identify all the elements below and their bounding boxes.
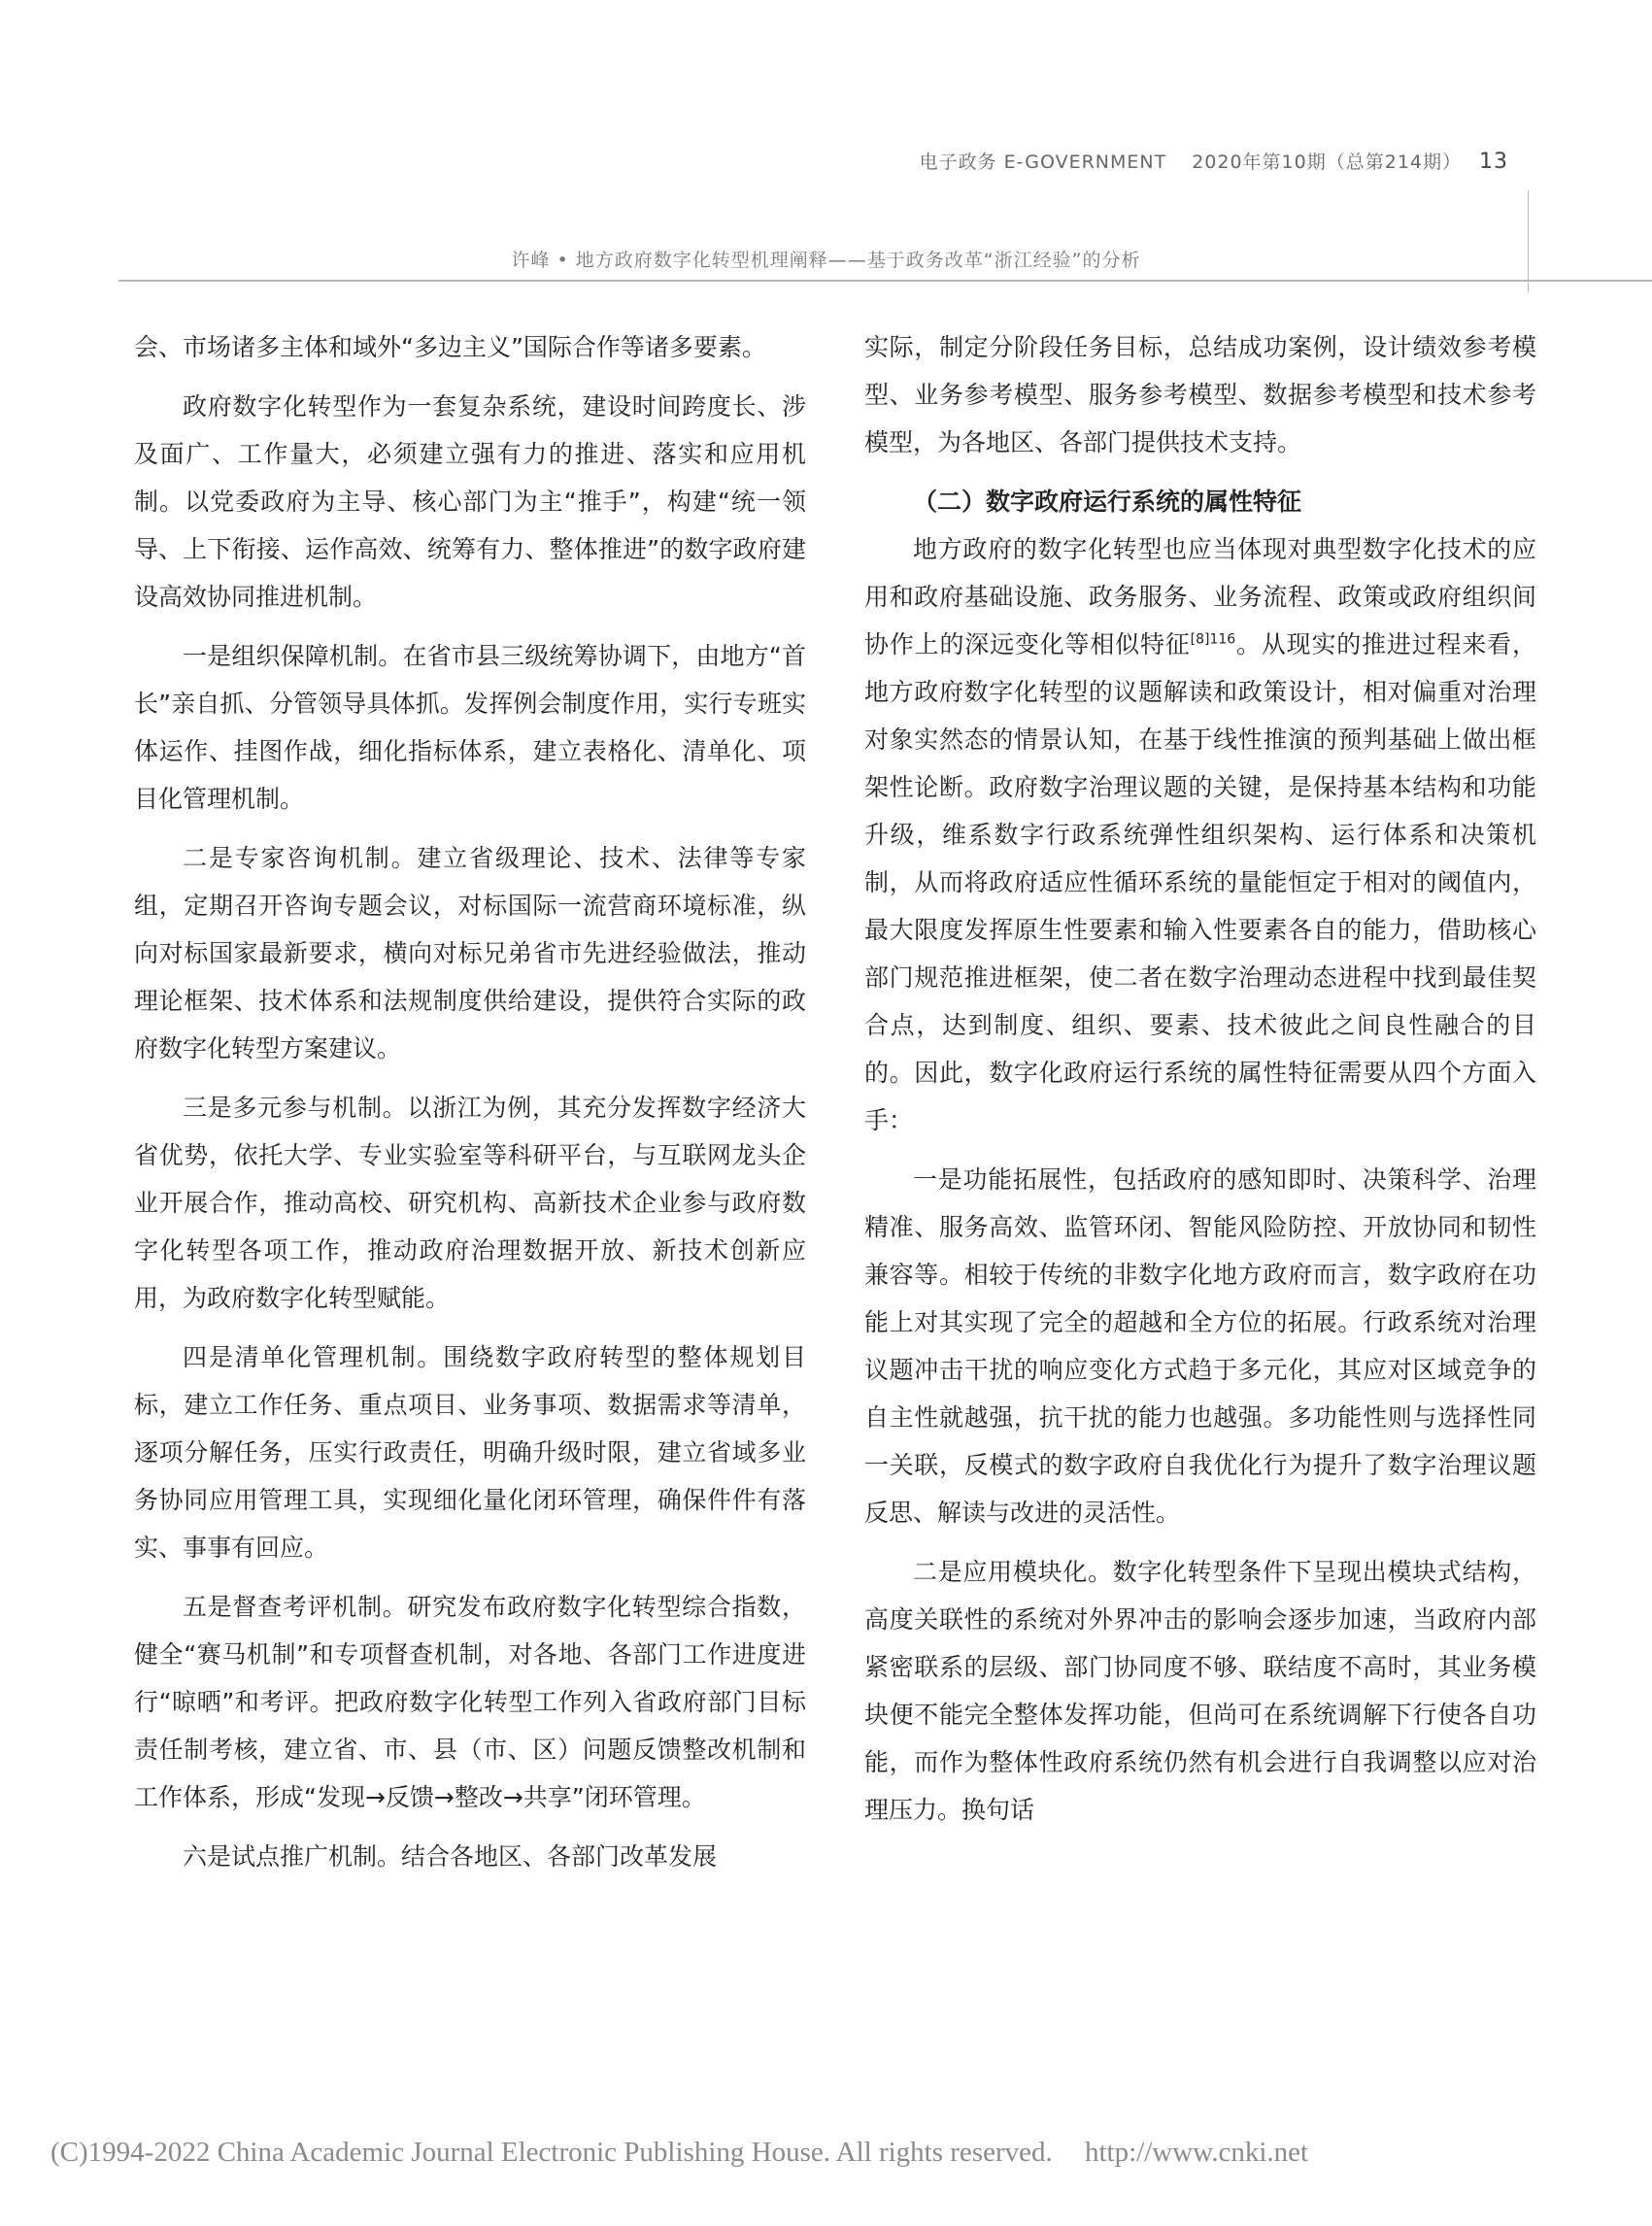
paragraph: 实际，制定分阶段任务目标，总结成功案例，设计绩效参考模型、业务参考模型、服务参考模型、数据参考模型和技术参考模型，为各地区、各部门提供技术支持。	[864, 333, 1536, 456]
paragraph	[864, 525, 1536, 1144]
paragraph: 六是试点推广机制。结合各地区、各部门改革发展	[183, 1842, 718, 1871]
footer-url: http://www.cnki.net	[1084, 2137, 1309, 2168]
copyright-text: (C)1994-2022 China Academic Journal Electronic Publishing House. All rights reserved.	[51, 2137, 1053, 2168]
citation-marker: [8]116	[1190, 631, 1236, 648]
header-rule	[118, 280, 1652, 282]
paragraph: 四是清单化管理机制。围绕数字政府转型的整体规划目标，建立工作任务、重点项目、业务事项、数据需求等清单，逐项分解任务，压实行政责任，明确升级时限，建立省域多业务协同应用管理工具，实现细化量化闭环管理，确保件件有落实、事事有回应。	[134, 1343, 806, 1562]
copyright-footer	[51, 2137, 1624, 2169]
journal-name: 电子政务 E-GOVERNMENT	[919, 152, 1167, 173]
right-column	[864, 323, 1536, 1845]
paragraph: 会、市场诸多主体和域外“多边主义”国际合作等诸多要素。	[134, 333, 766, 361]
header-vertical-rule	[1528, 190, 1529, 293]
paragraph: 二是专家咨询机制。建立省级理论、技术、法律等专家组，定期召开咨询专题会议，对标国际一流营商环境标准，纵向对标国家最新要求，横向对标兄弟省市先进经验做法，推动理论框架、技术体系和法规制度供给建设，提供符合实际的政府数字化转型方案建议。	[134, 844, 806, 1062]
paragraph: 政府数字化转型作为一套复杂系统，建设时间跨度长、涉及面广、工作量大，必须建立强有力的推进、落实和应用机制。以党委政府为主导、核心部门为主“推手”，构建“统一领导、上下衔接、运作高效、统筹有力、整体推进”的数字政府建设高效协同推进机制。	[134, 392, 806, 611]
left-column	[134, 323, 806, 1892]
paragraph: 一是组织保障机制。在省市县三级统筹协调下，由地方“首长”亲自抓、分管领导具体抓。发挥例会制度作用，实行专班实体运作、挂图作战，细化指标体系，建立表格化、清单化、项目化管理机制。	[134, 642, 806, 813]
journal-issue: 2020年第10期（总第214期）	[1192, 152, 1462, 173]
paragraph: 一是功能拓展性，包括政府的感知即时、决策科学、治理精准、服务高效、监管环闭、智能风险防控、开放协同和韧性兼容等。相较于传统的非数字化地方政府而言，数字政府在功能上对其实现了完全的超越和全方位的拓展。行政系统对治理议题冲击干扰的响应变化方式趋于多元化，其应对区域竞争的自主性就越强，抗干扰的能力也越强。多功能性则与选择性同一关联，反模式的数字政府自我优化行为提升了数字治理议题反思、解读与改进的灵活性。	[864, 1165, 1536, 1527]
paragraph: 二是应用模块化。数字化转型条件下呈现出模块式结构，高度关联性的系统对外界冲击的影响会逐步加速，当政府内部紧密联系的层级、部门协同度不够、联结度不高时，其业务模块便不能完全整体发挥功能，但尚可在系统调解下行使各自功能，而作为整体性政府系统仍然有机会进行自我调整以应对治理压力。换句话	[864, 1558, 1536, 1824]
paragraph-text: 。从现实的推进过程来看，地方政府数字化转型的议题解读和政策设计，相对偏重对治理对象实然态的情景认知，在基于线性推演的预判基础上做出框架性论断。政府数字治理议题的关键，是保持基本结构和功能升级，维系数字行政系统弹性组织架构、运行体系和决策机制，从而将政府适应性循环系统的量能恒定于相对的阈值内，最大限度发挥原生性要素和输入性要素各自的能力，借助核心部门规范推进框架，使二者在数字治理动态进程中找到最佳契合点，达到制度、组织、要素、技术彼此之间良性融合的目的。因此，数字化政府运行系统的属性特征需要从四个方面入手：	[864, 630, 1536, 1134]
page-number: 13	[1479, 150, 1508, 174]
journal-header	[920, 148, 1508, 174]
section-heading: （二）数字政府运行系统的属性特征	[913, 488, 1302, 516]
paragraph: 三是多元参与机制。以浙江为例，其充分发挥数字经济大省优势，依托大学、专业实验室等科研平台，与互联网龙头企业开展合作，推动高校、研究机构、高新技术企业参与政府数字化转型各项工作，推动政府治理数据开放、新技术创新应用，为政府数字化转型赋能。	[134, 1094, 806, 1312]
running-title: 许峰 • 地方政府数字化转型机理阐释——基于政务改革“浙江经验”的分析	[511, 250, 1141, 271]
paragraph-text: 地方政府的数字化转型也应当体现对典型数字化技术的应用和政府基础设施、政务服务、业务流程、政策或政府组织间协作上的深远变化等相似特征	[864, 535, 1536, 658]
paragraph: 五是督查考评机制。研究发布政府数字化转型综合指数，健全“赛马机制”和专项督查机制，对各地、各部门工作进度进行“晾晒”和考评。把政府数字化转型工作列入省政府部门目标责任制考核，建立省、市、县（市、区）问题反馈整改机制和工作体系，形成“发现→反馈→整改→共享”闭环管理。	[134, 1593, 806, 1811]
